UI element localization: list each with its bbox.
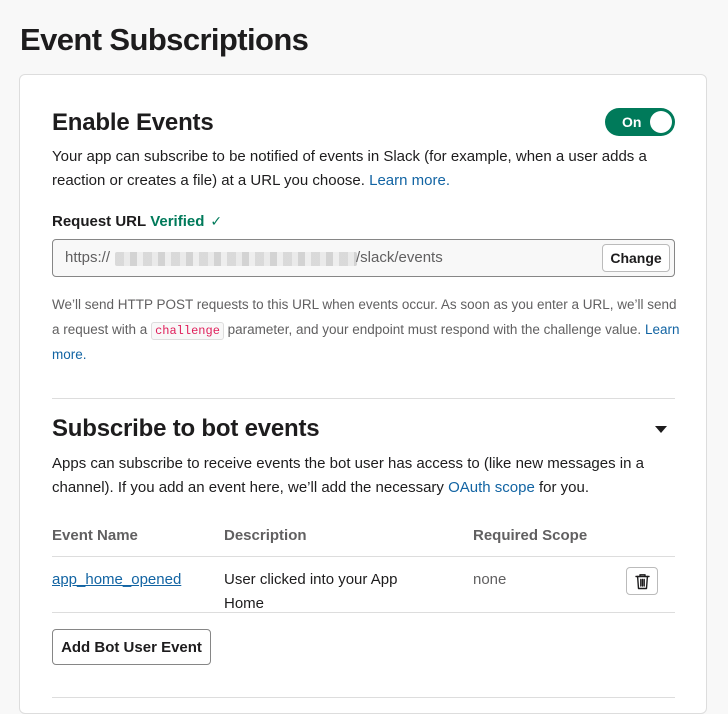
- toggle-knob: [650, 111, 672, 133]
- table-row: [52, 556, 675, 613]
- event-subscriptions-card: [19, 74, 707, 714]
- url-prefix: https://: [65, 249, 111, 266]
- enable-events-toggle[interactable]: [605, 108, 675, 136]
- help-text-1: We’ll send HTTP POST requests to this URL when events occur. As soon as you enter a URL, we’ll send a request with a: [52, 297, 677, 337]
- enable-events-description-text: Your app can subscribe to be notified of events in Slack (for example, when a user adds a reaction or creates a file) at a URL you choose.: [52, 148, 647, 189]
- page-title: Event Subscriptions: [20, 22, 309, 57]
- enable-events-description: [52, 145, 682, 193]
- request-url-field[interactable]: [52, 239, 675, 277]
- column-header-required-scope: Required Scope: [473, 527, 588, 544]
- bot-events-description: [52, 452, 682, 500]
- toggle-label: On: [622, 114, 642, 130]
- redacted-url-host: [115, 252, 357, 266]
- request-url-help: [52, 293, 682, 368]
- bot-events-title: Subscribe to bot events: [52, 415, 320, 442]
- add-bot-user-event-button[interactable]: Add Bot User Event: [52, 629, 211, 665]
- request-url-label: [52, 213, 222, 230]
- delete-event-button[interactable]: [626, 567, 658, 595]
- bot-events-description-2: for you.: [538, 479, 590, 496]
- bottom-divider: [52, 697, 675, 698]
- enable-events-title: Enable Events: [52, 109, 214, 136]
- learn-more-link[interactable]: Learn more.: [369, 172, 450, 189]
- check-icon: ✓: [210, 213, 223, 229]
- trash-icon: [635, 573, 650, 590]
- section-divider: [52, 398, 675, 399]
- caret-down-icon[interactable]: [655, 426, 667, 433]
- event-required-scope: none: [473, 571, 507, 588]
- bot-events-description-1: Apps can subscribe to receive events the bot user has access to (like new messages in a channel). If you add an event here, we’ll add the necessary: [52, 455, 644, 496]
- request-url-label-text: Request URL: [52, 213, 147, 230]
- url-suffix: /slack/events: [356, 249, 443, 266]
- oauth-scope-link[interactable]: OAuth scope: [448, 479, 535, 496]
- help-learn-more-link[interactable]: Learn more.: [52, 321, 680, 362]
- change-url-button[interactable]: Change: [602, 244, 670, 272]
- event-description: User clicked into your App Home: [224, 571, 398, 612]
- help-text-2: parameter, and your endpoint must respond with the challenge value.: [227, 321, 642, 337]
- challenge-code: challenge: [151, 322, 224, 340]
- column-header-event-name: Event Name: [52, 527, 138, 544]
- verified-label: Verified: [150, 213, 205, 230]
- event-name-link[interactable]: app_home_opened: [52, 571, 182, 588]
- column-header-description: Description: [224, 527, 307, 544]
